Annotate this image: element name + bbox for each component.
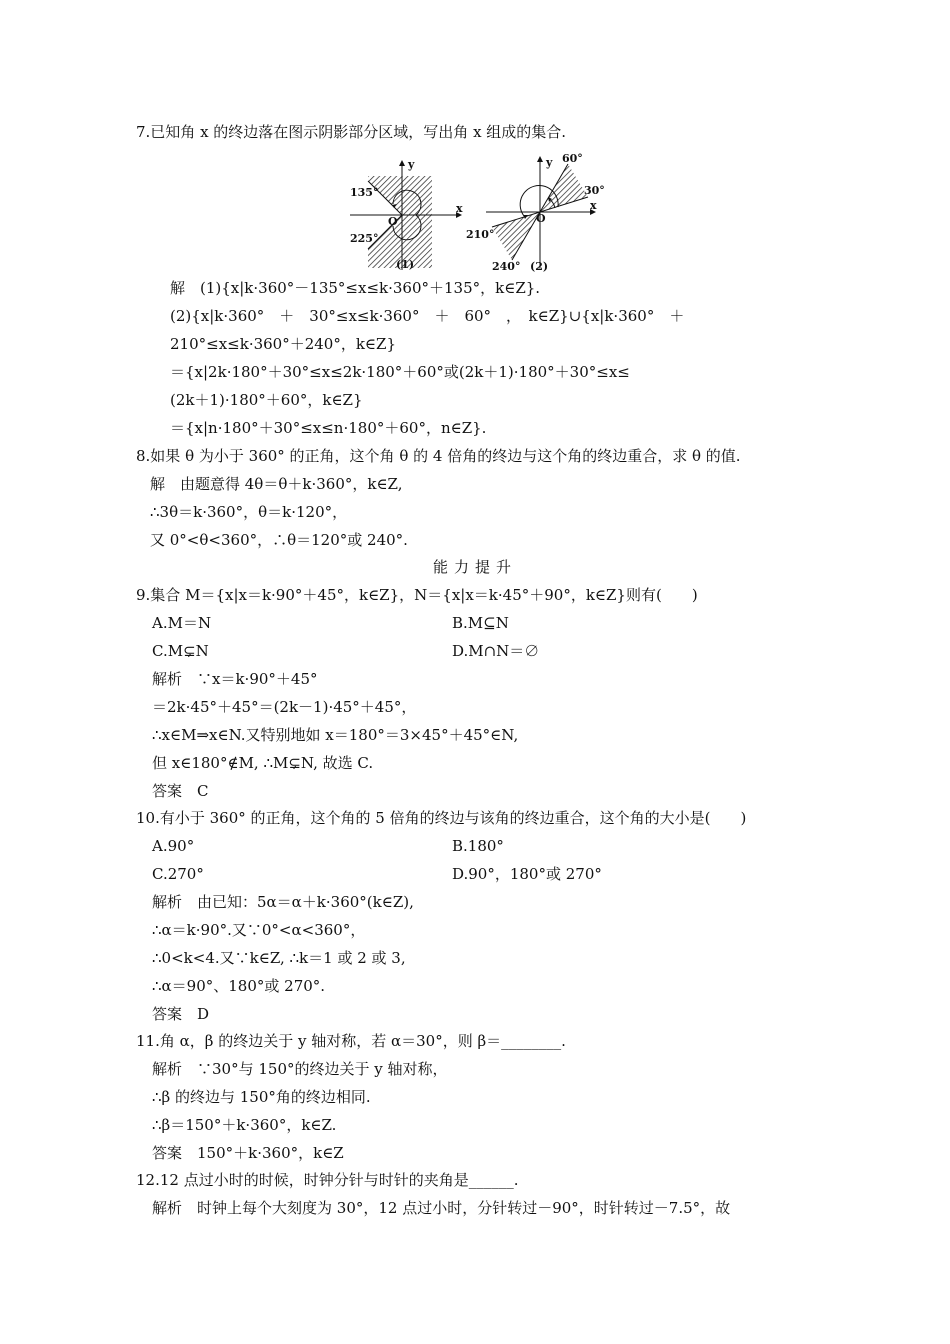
q10-analysis-4: ∴α＝90°、180°或 270°. — [152, 977, 326, 995]
angle-label-210: 210° — [466, 228, 495, 241]
origin-label: O — [536, 212, 546, 225]
x-label: x — [590, 199, 597, 212]
q9-stem: 9.集合 M＝{x|x＝k·90°＋45°，k∈Z}，N＝{x|x＝k·45°＋90°，k∈Z}则有( ) — [136, 586, 698, 604]
caption-1: (1) — [396, 258, 415, 271]
q7-solution-6: ＝{x|n·180°＋30°≤x≤n·180°＋60°，n∈Z}. — [170, 419, 487, 437]
q11-analysis-2: ∴β 的终边与 150°角的终边相同. — [152, 1088, 371, 1106]
q8-solution-1: 解 由题意得 4θ＝θ＋k·360°，k∈Z, — [150, 475, 403, 493]
angle-label-225: 225° — [350, 232, 379, 245]
q8-solution-3: 又 0°<θ<360°，∴θ＝120°或 240°. — [150, 531, 408, 549]
q10-option-c: C.270° — [152, 865, 204, 883]
y-label: y — [408, 160, 415, 171]
q8-stem: 8.如果 θ 为小于 360° 的正角，这个角 θ 的 4 倍角的终边与这个角的终边重合，求 θ 的值. — [136, 447, 741, 465]
figure-2 — [466, 150, 606, 274]
q10-answer: 答案 D — [152, 1005, 210, 1023]
q8-solution-2: ∴3θ＝k·360°，θ＝k·120°， — [150, 503, 348, 521]
x-label: x — [456, 202, 463, 215]
q10-option-a: A.90° — [152, 837, 195, 855]
q7-solution-1: 解 (1){x|k·360°－135°≤x≤k·360°＋135°，k∈Z}. — [170, 279, 541, 297]
q10-analysis-2: ∴α＝k·90°.又∵0°<α<360°， — [152, 921, 366, 939]
q9-analysis-2: ＝2k·45°＋45°＝(2k－1)·45°＋45°， — [152, 698, 417, 716]
q9-analysis-1: 解析 ∵x＝k·90°＋45° — [152, 670, 318, 688]
q9-option-c: C.M⊊N — [152, 642, 209, 660]
angle-label-135: 135° — [350, 186, 379, 199]
caption-2: (2) — [530, 260, 549, 273]
q12-analysis-1: 解析 时钟上每个大刻度为 30°，12 点过小时，分针转过－90°，时针转过－7.5°，故 — [152, 1199, 731, 1217]
q9-option-a: A.M＝N — [152, 614, 212, 632]
q7-solution-5: (2k＋1)·180°＋60°，k∈Z} — [170, 391, 363, 409]
angle-label-240: 240° — [492, 260, 521, 273]
q7-solution-4: ＝{x|2k·180°＋30°≤x≤2k·180°＋60°或(2k＋1)·180°＋30°≤x≤ — [170, 363, 630, 381]
y-label: y — [546, 156, 553, 169]
q7-stem: 7.已知角 x 的终边落在图示阴影部分区域，写出角 x 组成的集合. — [136, 123, 567, 141]
section-heading: 能力提升 — [432, 558, 517, 576]
angle-label-30: 30° — [584, 184, 605, 197]
q9-answer: 答案 C — [152, 782, 209, 800]
q12-stem: 12.12 点过小时的时候，时钟分针与时针的夹角是______. — [136, 1171, 519, 1189]
q10-option-d: D.90°，180°或 270° — [452, 865, 602, 883]
q9-analysis-3: ∴x∈M⇒x∈N.又特别地如 x＝180°＝3×45°＋45°∈N, — [152, 726, 519, 744]
q11-analysis-1: 解析 ∵30°与 150°的终边关于 y 轴对称， — [152, 1060, 448, 1078]
figure-1 — [350, 160, 470, 274]
origin-label: O — [388, 215, 398, 228]
q7-solution-2: (2){x|k·360° ＋ 30°≤x≤k·360° ＋ 60° ， k∈Z}∪{x|k·360° ＋ — [170, 307, 685, 325]
q9-option-d: D.M∩N＝∅ — [452, 642, 540, 660]
q11-analysis-3: ∴β＝150°＋k·360°，k∈Z. — [152, 1116, 337, 1134]
q9-option-b: B.M⊆N — [452, 614, 509, 632]
q10-stem: 10.有小于 360° 的正角，这个角的 5 倍角的终边与该角的终边重合，这个角的大小是( ) — [136, 809, 747, 827]
q9-analysis-4: 但 x∈180°∉M, ∴M⊊N, 故选 C. — [152, 754, 374, 772]
q10-analysis-1: 解析 由已知：5α＝α＋k·360°(k∈Z), — [152, 893, 414, 911]
angle-label-60: 60° — [562, 152, 583, 165]
q11-stem: 11.角 α，β 的终边关于 y 轴对称，若 α＝30°，则 β＝________. — [136, 1032, 566, 1050]
q11-answer: 答案 150°＋k·360°，k∈Z — [152, 1144, 344, 1162]
q7-solution-3: 210°≤x≤k·360°＋240°，k∈Z} — [170, 335, 397, 353]
q10-option-b: B.180° — [452, 837, 504, 855]
q10-analysis-3: ∴0<k<4.又∵k∈Z, ∴k＝1 或 2 或 3, — [152, 949, 406, 967]
